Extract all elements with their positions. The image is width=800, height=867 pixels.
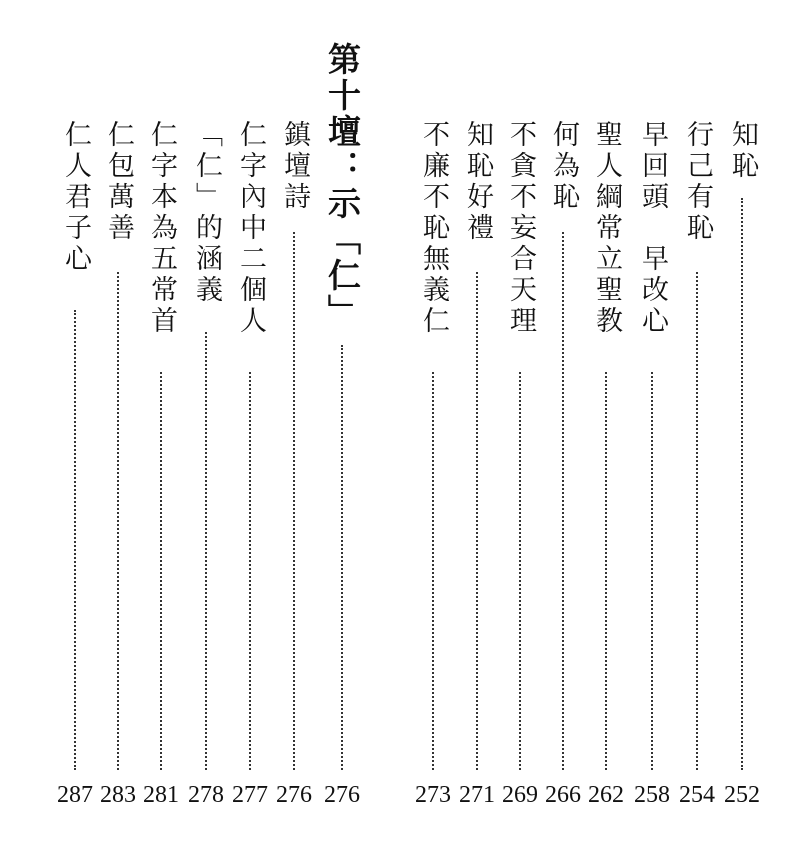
entry-title: 不貪不妄合天理 <box>505 120 536 337</box>
entry-title: 聖人綱常立聖教 <box>591 120 622 337</box>
entry-title: 仁字內中二個人 <box>235 120 266 337</box>
entry-title: 仁包萬善 <box>103 120 134 244</box>
toc-entry <box>274 0 314 867</box>
entry-title: 知恥 <box>727 120 758 182</box>
page-number: 262 <box>588 782 624 808</box>
entry-title: 早回頭 早改心 <box>637 120 668 337</box>
toc-entry <box>500 0 540 867</box>
toc-entry <box>98 0 138 867</box>
toc-entry <box>230 0 270 867</box>
page-number: 287 <box>57 782 93 808</box>
toc-entry <box>55 0 95 867</box>
toc-entry <box>632 0 672 867</box>
toc-entry <box>457 0 497 867</box>
chapter-title: 第十壇：示「仁」 <box>323 42 362 330</box>
dotted-leader <box>341 345 343 770</box>
dotted-leader <box>160 372 162 770</box>
page-number: 273 <box>415 782 451 808</box>
page-number: 266 <box>545 782 581 808</box>
entry-title: 行己有恥 <box>682 120 713 244</box>
toc-entry <box>141 0 181 867</box>
toc-entry <box>543 0 583 867</box>
dotted-leader <box>117 272 119 770</box>
page-number: 276 <box>324 782 360 808</box>
toc-entry <box>413 0 453 867</box>
dotted-leader <box>696 272 698 770</box>
page-number: 277 <box>232 782 268 808</box>
toc-entry <box>722 0 762 867</box>
entry-title: 仁人君子心 <box>60 120 91 275</box>
entry-title: 「仁」的涵義 <box>191 120 222 306</box>
dotted-leader <box>205 332 207 770</box>
toc-entry <box>677 0 717 867</box>
entry-title: 不廉不恥無義仁 <box>418 120 449 337</box>
entry-title: 何為恥 <box>548 120 579 213</box>
entry-title: 仁字本為五常首 <box>146 120 177 337</box>
dotted-leader <box>293 232 295 770</box>
dotted-leader <box>741 198 743 770</box>
dotted-leader <box>74 310 76 770</box>
page-number: 258 <box>634 782 670 808</box>
dotted-leader <box>249 372 251 770</box>
toc-entry <box>586 0 626 867</box>
page-number: 254 <box>679 782 715 808</box>
dotted-leader <box>519 372 521 770</box>
entry-title: 知恥好禮 <box>462 120 493 244</box>
page-number: 283 <box>100 782 136 808</box>
page-number: 278 <box>188 782 224 808</box>
toc-chapter-heading <box>322 0 362 867</box>
dotted-leader <box>605 372 607 770</box>
dotted-leader <box>476 272 478 770</box>
page-number: 271 <box>459 782 495 808</box>
entry-title: 鎮壇詩 <box>279 120 310 213</box>
dotted-leader <box>562 232 564 770</box>
dotted-leader <box>651 372 653 770</box>
page-number: 252 <box>724 782 760 808</box>
toc-entry <box>186 0 226 867</box>
dotted-leader <box>432 372 434 770</box>
page-number: 281 <box>143 782 179 808</box>
page-number: 276 <box>276 782 312 808</box>
page-number: 269 <box>502 782 538 808</box>
